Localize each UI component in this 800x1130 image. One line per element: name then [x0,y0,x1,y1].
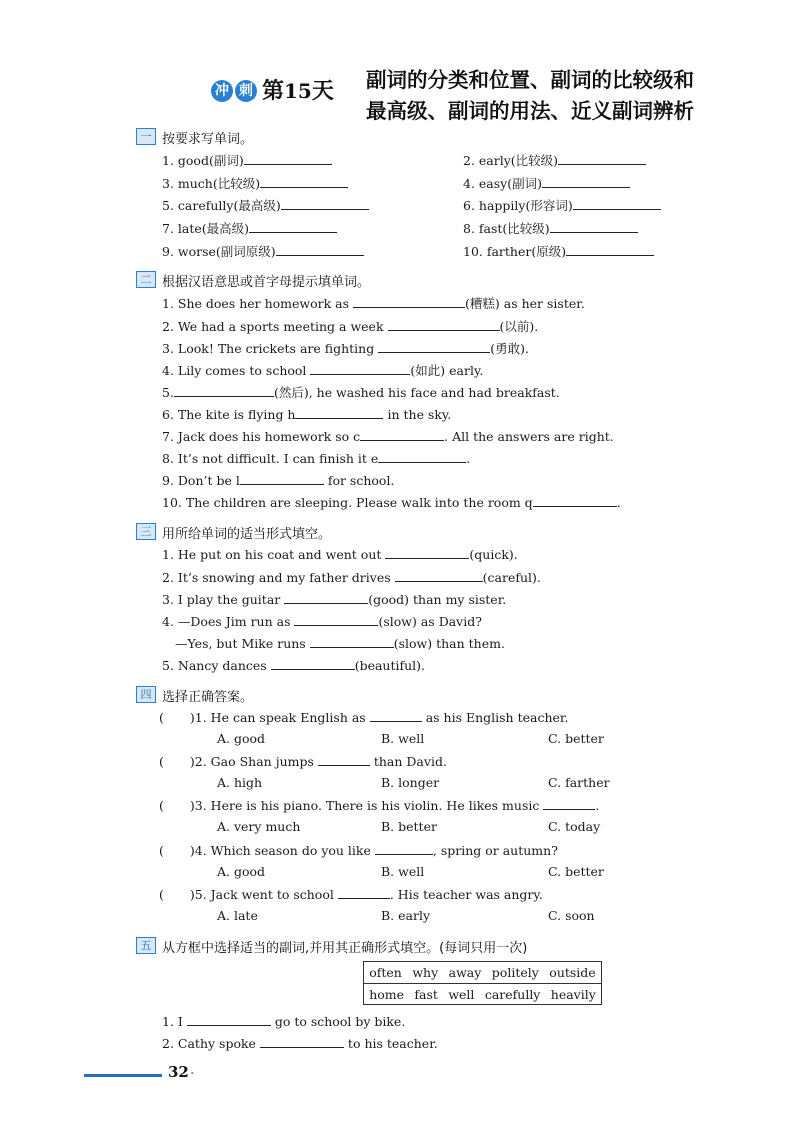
word-bank-word: politely [491,965,539,980]
answer-blank[interactable] [543,797,595,810]
word-bank-word: why [412,965,439,980]
answer-blank[interactable] [385,546,469,559]
section-title: 选择正确答案。 [162,690,254,705]
exercise-item: 4. Lily comes to school (如此) early. [162,363,484,378]
word-bank-word: well [448,987,475,1002]
word-bank-row [364,983,601,1005]
answer-blank[interactable] [244,152,332,165]
answer-blank[interactable] [378,450,466,463]
word-bank-box [363,961,602,1005]
word-bank-word: heavily [550,987,596,1002]
answer-blank[interactable] [353,295,465,308]
exercise-item: 7. late(最高级) [162,219,337,237]
option[interactable]: A. late [217,908,258,923]
option[interactable]: C. today [548,819,601,834]
option[interactable]: B. well [381,864,425,879]
option[interactable]: C. farther [548,775,610,790]
answer-blank[interactable] [360,428,444,441]
exercise-item: 9. Don’t be l for school. [162,473,395,488]
answer-blank[interactable] [375,842,433,855]
word-bank-word: often [369,965,402,980]
section-number-icon: 五 [136,937,156,954]
exercise-item: 2. Cathy spoke to his teacher. [162,1036,438,1051]
page-dot: · [190,1066,195,1082]
option[interactable]: B. better [381,819,437,834]
answer-blank[interactable] [284,591,368,604]
exercise-item: 6. The kite is flying h in the sky. [162,407,452,422]
exercise-item: 9. worse(副词原级) [162,242,364,260]
section-title: 从方框中选择适当的副词,并用其正确形式填空。(每词只用一次) [162,941,528,956]
option[interactable]: A. high [217,775,263,790]
exercise-item: 1. I go to school by bike. [162,1014,406,1029]
question-stem: ( )2. Gao Shan jumps than David. [159,754,447,769]
section-title: 根据汉语意思或首字母提示填单词。 [162,275,371,290]
answer-blank[interactable] [370,709,422,722]
exercise-item: 10. farther(原级) [463,242,654,260]
exercise-item: 3. I play the guitar (good) than my sister. [162,592,507,607]
option[interactable]: C. better [548,864,604,879]
answer-blank[interactable] [295,406,383,419]
sprint-badge [211,80,259,102]
answer-blank[interactable] [281,197,369,210]
question-stem: ( )3. Here is his piano. There is his violin. He likes music . [159,798,600,813]
answer-blank[interactable] [310,362,410,375]
page-title-line1: 副词的分类和位置、副词的比较级和 [366,68,694,92]
exercise-item: 4. easy(副词) [463,174,630,192]
answer-blank[interactable] [260,175,348,188]
exercise-item: 2. We had a sports meeting a week (以前). [162,319,539,334]
answer-blank[interactable] [294,613,378,626]
section-title: 用所给单词的适当形式填空。 [162,527,332,542]
section-number-icon: 二 [136,271,156,288]
answer-blank[interactable] [174,384,274,397]
word-bank-word: fast [414,987,438,1002]
word-bank-word: outside [549,965,596,980]
exercise-item: 8. fast(比较级) [463,219,638,237]
answer-blank[interactable] [533,494,617,507]
word-bank-word: home [369,987,405,1002]
answer-blank[interactable] [378,340,490,353]
option[interactable]: A. good [217,864,266,879]
exercise-item: 2. early(比较级) [463,151,646,169]
exercise-item: 5. Nancy dances (beautiful). [162,658,426,673]
page-title-line2: 最高级、副词的用法、近义副词辨析 [366,99,694,123]
option[interactable]: C. better [548,731,604,746]
answer-blank[interactable] [542,175,630,188]
option[interactable]: B. early [381,908,431,923]
exercise-item: 1. good(副词) [162,151,332,169]
exercise-item: 10. The children are sleeping. Please walk into the room q . [162,495,621,510]
answer-blank[interactable] [260,1035,344,1048]
exercise-item: 1. She does her homework as (糟糕) as her sister. [162,296,585,311]
badge-char: 冲 [211,80,233,102]
exercise-item: 8. It’s not difficult. I can finish it e . [162,451,471,466]
answer-blank[interactable] [395,569,483,582]
option[interactable]: C. soon [548,908,595,923]
answer-blank[interactable] [558,152,646,165]
option[interactable]: B. well [381,731,425,746]
answer-blank[interactable] [388,318,500,331]
word-bank-word: carefully [484,987,541,1002]
question-stem: ( )1. He can speak English as as his English teacher. [159,710,569,725]
option[interactable]: A. very much [217,819,301,834]
option[interactable]: B. longer [381,775,440,790]
exercise-item: 5. (然后), he washed his face and had breakfast. [162,385,560,400]
answer-blank[interactable] [338,886,390,899]
exercise-item: 3. Look! The crickets are fighting (勇敢). [162,341,529,356]
day-label: 第15天 [262,79,334,104]
option[interactable]: A. good [217,731,266,746]
answer-blank[interactable] [240,472,324,485]
section-number-icon: 三 [136,523,156,540]
question-stem: ( )5. Jack went to school . His teacher was angry. [159,887,543,902]
exercise-item: 4. —Does Jim run as (slow) as David? [162,614,482,629]
footer-rule [84,1074,162,1077]
answer-blank[interactable] [276,243,364,256]
exercise-item: 1. He put on his coat and went out (quick). [162,547,518,562]
exercise-item: 3. much(比较级) [162,174,348,192]
word-bank-row [364,962,601,983]
badge-char: 刺 [235,80,257,102]
exercise-item: 7. Jack does his homework so c . All the answers are right. [162,429,614,444]
answer-blank[interactable] [318,753,370,766]
answer-blank[interactable] [566,243,654,256]
exercise-item: —Yes, but Mike runs (slow) than them. [175,636,505,651]
section-number-icon: 四 [136,686,156,703]
answer-blank[interactable] [573,197,661,210]
section-title: 按要求写单词。 [162,132,254,147]
exercise-item: 5. carefully(最高级) [162,196,369,214]
section-number-icon: 一 [136,128,156,145]
answer-blank[interactable] [310,635,394,648]
word-bank-word: away [448,965,482,980]
answer-blank[interactable] [271,657,355,670]
answer-blank[interactable] [249,220,337,233]
exercise-item: 6. happily(形容词) [463,196,661,214]
exercise-item: 2. It’s snowing and my father drives (careful). [162,570,541,585]
page-number: 32 [168,1063,189,1081]
answer-blank[interactable] [187,1013,271,1026]
answer-blank[interactable] [550,220,638,233]
question-stem: ( )4. Which season do you like , spring or autumn? [159,843,558,858]
